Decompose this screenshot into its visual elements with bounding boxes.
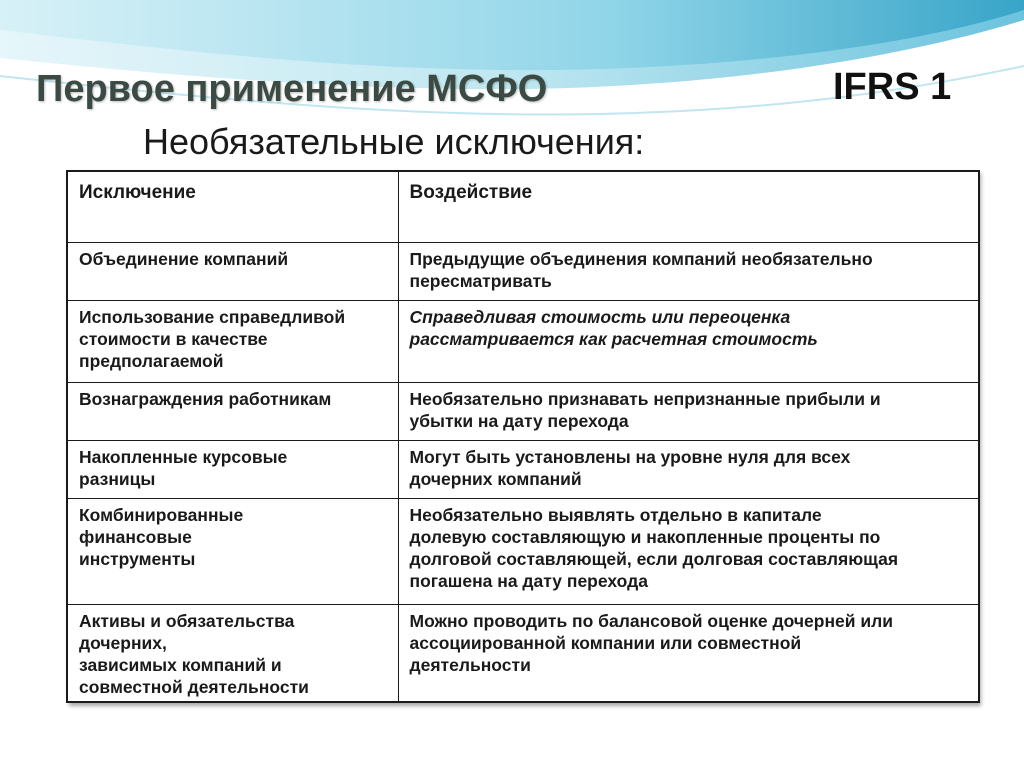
exception-text-line: зависимых компаний и (79, 655, 282, 675)
table-row (67, 301, 979, 383)
exception-cell (67, 383, 398, 441)
exception-text-line: Вознаграждения работникам (79, 389, 332, 409)
impact-text-line: рассматривается как расчетная стоимость (409, 329, 818, 349)
impact-text-line: деятельности (409, 655, 531, 675)
exceptions-table-container (66, 170, 978, 703)
impact-text-line: долевую составляющую и накопленные проценты по (409, 527, 881, 547)
exception-text-line: дочерних, (79, 633, 167, 653)
exception-text-line: стоимости в качестве (79, 329, 268, 349)
exception-cell (67, 499, 398, 605)
impact-text-line: погашена на дату перехода (409, 571, 648, 591)
header-impact: Воздействие (398, 171, 979, 243)
exception-text-line: Активы и обязательства (79, 611, 295, 631)
impact-cell (398, 301, 979, 383)
impact-text-line: Необязательно признавать непризнанные прибыли и (409, 389, 881, 409)
header-exception: Исключение (67, 171, 398, 243)
impact-text-line: долговой составляющей, если долговая составляющая (409, 549, 899, 569)
exception-cell (67, 441, 398, 499)
impact-text-line: Справедливая стоимость или переоценка (409, 307, 791, 327)
impact-text-line: пересматривать (409, 271, 552, 291)
table-row (67, 441, 979, 499)
table-row (67, 605, 979, 703)
exception-cell (67, 243, 398, 301)
exception-cell (67, 605, 398, 703)
table-row (67, 383, 979, 441)
exception-text-line: инструменты (79, 549, 196, 569)
table-row (67, 499, 979, 605)
impact-text-line: Предыдущие объединения компаний необязательно (409, 249, 873, 269)
impact-text-line: Необязательно выявлять отдельно в капитале (409, 505, 822, 525)
slide-subtitle: Необязательные исключения: (143, 121, 645, 162)
exception-text-line: совместной деятельности (79, 677, 309, 697)
ifrs-badge: IFRS 1 (833, 66, 952, 108)
impact-text-line: Могут быть установлены на уровне нуля для всех (409, 447, 851, 467)
exception-text-line: Использование справедливой (79, 307, 346, 327)
exception-text-line: Накопленные курсовые (79, 447, 288, 467)
slide-title: Первое применение МСФО (36, 68, 548, 110)
impact-text-line: дочерних компаний (409, 469, 582, 489)
impact-cell (398, 499, 979, 605)
table-row (67, 243, 979, 301)
exception-cell (67, 301, 398, 383)
impact-cell (398, 243, 979, 301)
impact-cell (398, 383, 979, 441)
exception-text-line: предполагаемой (79, 351, 224, 371)
impact-cell (398, 441, 979, 499)
exceptions-table (66, 170, 980, 703)
exception-text-line: Объединение компаний (79, 249, 289, 269)
impact-text-line: убытки на дату перехода (409, 411, 629, 431)
impact-cell (398, 605, 979, 703)
exception-text-line: финансовые (79, 527, 192, 547)
impact-text-line: ассоциированной компании или совместной (409, 633, 802, 653)
table-header-row (67, 171, 979, 243)
impact-text-line: Можно проводить по балансовой оценке дочерней или (409, 611, 894, 631)
exception-text-line: разницы (79, 469, 156, 489)
exception-text-line: Комбинированные (79, 505, 244, 525)
